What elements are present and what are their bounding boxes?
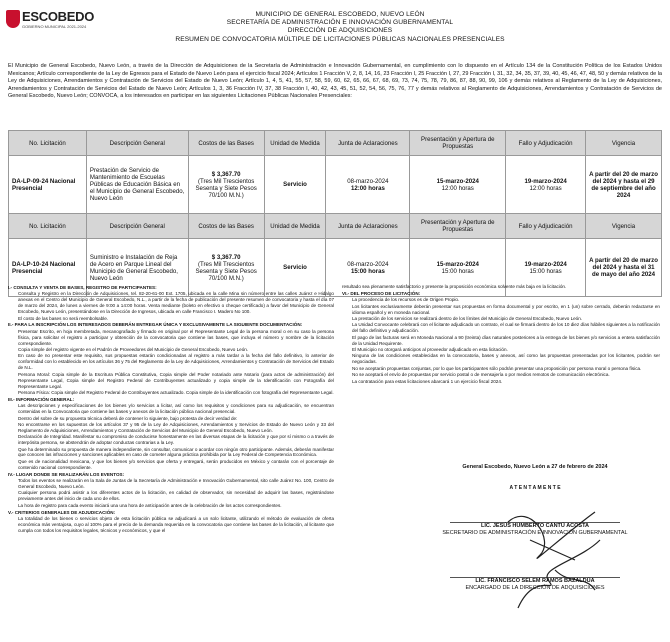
cell-unit: Servicio (283, 264, 307, 271)
table-row (9, 156, 662, 214)
header (150, 11, 530, 44)
cell-junta_date: 08-marzo-2024 (347, 260, 389, 268)
table-cell (326, 156, 410, 214)
cell-desc: Suministro e Instalación de Reja de Acero en Parque Lineal del Municipio de General Escobedo, Nuevo León (89, 253, 178, 282)
paragraph: No se aceptará el envío de propuestas por servicio postal o de mensajería o por medios remotos de comunicación electrónica. (352, 372, 610, 378)
directorate-title: DIRECCIÓN DE ADQUISICIONES (287, 27, 393, 35)
section-heading: VI.- DEL PROCESO DE LICITACIÓN: (342, 290, 421, 296)
cell-fallo_time: 15:00 horas (529, 267, 562, 275)
paragraph: Dentro del sobre de su propuesta técnica deberá de contener lo siguiente, bajo protesta de decir verdad de: (18, 415, 238, 421)
left-column (8, 284, 334, 534)
paragraph: Consulta y Registro en la Dirección de Adquisiciones, tel. 82-20-61-00 Ext. 1705, ubicada en la calle Mina sin número entre las calles Juárez e Hidalgo anexas en el Centro del Municipio de General Escobedo, N.L., a partir de la fecha de publicación del presente resumen de convocatoria y hasta el día 07 de marzo del 2024, de lunes a viernes de 9:00 a 14:00 horas. Venta mediante (boleto en efectivo o cheque certificado) a favor del Municipio de General Escobedo, Nuevo León, presentándose en la Dirección de Ingresos, ubicada en calle Francisco I. Madero No 100. (18, 291, 334, 315)
paragraph: No se aceptarán propuestas conjuntas, por lo que los participantes sólo podrán presentar una proposición por persona moral o persona física. (352, 365, 642, 371)
handwritten-signature (500, 500, 610, 615)
tenders-table (8, 130, 662, 297)
paragraph: La Unidad Convocante celebrará con el licitante adjudicado un contrato, el cual se firmará dentro de los 10 diez días hábiles siguientes a la notificación del fallo definitivo y adjudicación. (352, 322, 660, 334)
secretariat-title: SECRETARÍA DE ADMINISTRACIÓN E INNOVACIÓN GUBERNAMENTAL (226, 19, 454, 27)
table-cell (586, 156, 662, 214)
paragraph: En caso de no presentar este requisito, sus propuestas estarán condicionadas al registro a más tardar a la fecha del fallo definitivo, lo anterior de conformidad con lo establecido en los artículos 36 y 75 del Reglamento de la Ley de Adquisiciones, Arrendamientos y Contratación de Servicios del Estado de N.L. (18, 353, 334, 371)
paragraph: Que ha determinado su propuesta de manera independiente, sin consultar, comunicar o acordar con ningún otro participante. Además, deberán manifestar que conocen las infracciones y sanciones aplicables en caso de cometer alguna práctica prohibida por la Ley Federal de Competencia Económica. (18, 446, 334, 458)
cell-junta_time: 12:00 horas (350, 184, 385, 192)
paragraph: La totalidad de los bienes o servicios objeto de esta licitación pública se adjudicará a un solo licitante, utilizando el método de evaluación de oferta económica más ventajosa, cuyo al 100% para el precio de la demanda requerida en la convocatoria que contiene las bases de la licitación, al licitante que cumpla con todos los requisitos legales, técnicos y económicos, y que el (18, 516, 334, 533)
notice-title: RESUMEN DE CONVOCATORIA MÚLTIPLE DE LICITACIONES PÚBLICAS NACIONALES PRESENCIALES (175, 35, 505, 43)
table-header: Junta de Aclaraciones (326, 214, 410, 239)
escobedo-logo (6, 8, 96, 48)
paragraph: Persona Física: Copia simple del Registro Federal de Contribuyentes actualizado. Copia simple de la identificación con fotografía del Representante Legal. (18, 389, 334, 395)
table-cell (506, 156, 586, 214)
table-cell (264, 156, 326, 214)
paragraph: Que es de nacionalidad mexicana, y que los bienes y/o servicios que oferta y entregará, serán producidos en México y contarán con el porcentaje de contenido nacional correspondiente. (18, 458, 334, 470)
cell-apertura_date: 15-marzo-2024 (436, 177, 479, 185)
atentamente: A T E N T A M E N T E (509, 485, 561, 491)
cell-fallo_time: 12:00 horas (529, 184, 562, 192)
cell-unit: Servicio (283, 181, 307, 188)
signer-1-name: LIC. JESÚS HUMBERTO CANTÚ ACOSTA (480, 523, 590, 529)
cell-desc: Prestación de Servicio de Mantenimiento de Escuelas Públicas de Educación Básica en el Municipio de General Escobedo, Nuevo León (89, 167, 185, 202)
table-cell (188, 156, 264, 214)
section-heading: I.- CONSULTA Y VENTA DE BASES, REGISTRO DE PARTICIPANTES: (8, 285, 157, 290)
paragraph: Todos los eventos se realizarán en la Sala de Juntas de la Secretaría de Administración e Innovación Gubernamental, sito calle Juárez No. 100, Centro de General Escobedo, Nuevo León. (18, 478, 334, 489)
paragraph: El costo de las bases no será reembolsable. (18, 315, 109, 321)
table-header: Fallo y Adjudicación (506, 214, 586, 239)
cell-junta_time: 15:00 horas (350, 267, 385, 275)
table-header: No. Licitación (9, 131, 87, 156)
cell-cost_words: (Tres Mil Trescientos Sesenta y Siete Pesos 70/100 M.N.) (195, 260, 257, 282)
paragraph: Copia simple del registro vigente en el Padrón de Proveedores del Municipio de General Escobedo, Nuevo León. (18, 347, 249, 353)
logo-name: ESCOBEDO (22, 9, 95, 24)
table-cell (410, 156, 506, 214)
logo-subtitle: GOBIERNO MUNICIPAL 2021-2024 (22, 24, 87, 29)
signer-2-title: ENCARGADO DE LA DIRECCIÓN DE ADQUISICIONES (465, 585, 605, 591)
cell-junta_date: 08-marzo-2024 (347, 177, 389, 185)
paragraph: El pago de las facturas será en Moneda Nacional a 90 (treinta) días naturales posteriores a la entrega de los bienes y/o servicios a entera satisfacción de la Unidad Requirente. (352, 334, 660, 346)
section-heading: V.- CRITERIOS GENERALES DE ADJUDICACIÓN: (8, 509, 116, 515)
table-header: Unidad de Medida (264, 131, 326, 156)
table-header: Presentación y Apertura de Propuestas (410, 131, 506, 156)
paragraph: La prestación de los servicios se realizará dentro de los límites del Municipio de General Escobedo, Nuevo León. (352, 316, 583, 322)
cell-fallo_date: 19-marzo-2024 (524, 260, 567, 268)
paragraph: La hora de registro para cada evento iniciará una una hora de anticipación antes de la celebración de los actos correspondientes. (18, 502, 282, 508)
section-heading: IV.- LUGAR DONDE SE REALIZARÁN LOS EVENTOS: (8, 471, 125, 477)
table-header: Vigencia (586, 131, 662, 156)
table-header: Presentación y Apertura de Propuestas (410, 214, 506, 239)
place-date: General Escobedo, Nuevo León a 27 de febrero de 2024 (462, 464, 608, 470)
table-header: Descripción General (86, 131, 188, 156)
cell-vigencia: A partir del 20 de marzo del 2024 y hasta el 29 de septiembre del año 2024 (589, 170, 658, 199)
cell-cost: $ 3,367.70 (211, 170, 241, 178)
right-column (342, 284, 660, 385)
paragraph: La contratación para estas licitaciones abarcará 1 un ejercicio fiscal 2024. (352, 378, 503, 384)
paragraph: Cualquier persona podrá asistir a los diferentes actos de la licitación, en calidad de observador, sin necesidad de adquirir las bases, registrándose previamente antes del inicio de cada uno de ellos. (18, 490, 334, 502)
right-intro: resultado sea plenamente satisfactorio y presente la proposición económica solvente más baja en la licitación. (342, 284, 567, 289)
paragraph: Declaración de Integridad. Manifestar su compromiso de conducirse honestamente en las diversas etapas de la licitación y que por sí mismo o a través de interpósita persona, se abstendrán de adoptar conductas contrarias a la Ley. (18, 434, 334, 446)
paragraph: Presentar Escrito, en hoja membretada, mecanografiado y firmado en original por el Representante Legal de la persona moral o en su caso la persona física, para solicitar el registro a participar y obtención de la convocatoria que contiene las bases, que incluya el número y nombre de la licitación correspondiente. (18, 328, 334, 346)
section-heading: III.- INFORMACIÓN GENERAL: (8, 396, 75, 402)
cell-lic: DA-LP-09-24 Nacional Presencial (12, 177, 76, 192)
paragraph: Las descripciones y especificaciones de los bienes y/o servicios a licitar, así como los requisitos y condiciones para su adjudicación, se encuentran contenidas en la Convocatoria que contiene las bases y anexos de la licitación pública nacional presencial. (18, 403, 334, 415)
cell-cost: $ 3,367.70 (211, 253, 241, 261)
table-header: Descripción General (86, 214, 188, 239)
paragraph: No encontrarse en los supuestos de los artículos 37 y 95 de la Ley de Adquisiciones, Arrendamientos y Servicios de Estado de Nuevo León y 33 del Reglamento de Adquisiciones, Arrendamientos y Contratación de Servicios del Municipio de General Escobedo, Nuevo León. (18, 421, 334, 433)
section-heading: II.- PARA LA INSCRIPCIÓN LOS INTERESADOS DEBERÁN ENTREGAR ÚNICA Y EXCLUSIVAMENTE LA SIGUIENTE DOCUMENTACIÓN: (8, 322, 303, 328)
table-header: Junta de Aclaraciones (326, 131, 410, 156)
paragraph: La procedencia de los recursos es de Origen Propio. (352, 297, 460, 303)
cell-lic: DA-LP-10-24 Nacional Presencial (12, 260, 76, 275)
signer-1-title: SECRETARIO DE ADMINISTRACIÓN E INNOVACIÓN GUBERNAMENTAL (442, 530, 628, 536)
signer-2-name: LIC. FRANCISCO SELEM RAMOS BAZALDÚA (475, 578, 595, 584)
table-cell (9, 156, 87, 214)
cell-vigencia: A partir del 20 de marzo del 2024 y hasta el 31 de mayo del año 2024 (589, 257, 658, 278)
table-header: Unidad de Medida (264, 214, 326, 239)
paragraph: El Municipio no otorgará anticipos al proveedor adjudicado en esta licitación. (352, 347, 508, 353)
paragraph: Los licitantes exclusivamente deberán presentar sus propuestas en forma documental y por escrito, en 1 (un) sobre cerrado, deberán redactarse en idioma español y en moneda nacional. (352, 303, 660, 315)
cell-apertura_time: 15:00 horas (441, 267, 474, 275)
cell-fallo_date: 19-marzo-2024 (524, 177, 567, 185)
shield-icon (6, 10, 20, 28)
table-header: No. Licitación (9, 214, 87, 239)
paragraph: Ninguna de las condiciones establecidas en la convocatoria, bases y anexos, así como las propuestas presentadas por los licitantes, podrán ser negociadas. (352, 353, 660, 365)
cell-apertura_time: 12:00 horas (441, 184, 474, 192)
cell-apertura_date: 15-marzo-2024 (436, 260, 479, 268)
table-header: Fallo y Adjudicación (506, 131, 586, 156)
table-header: Costos de las Bases (188, 214, 264, 239)
table-cell (86, 156, 188, 214)
cell-cost_words: (Tres Mil Trescientos Sesenta y Siete Pesos 70/100 M.N.) (195, 177, 257, 199)
table-header: Vigencia (586, 214, 662, 239)
table-header: Costos de las Bases (188, 131, 264, 156)
intro-paragraph: El Municipio de General Escobedo, Nuevo León, a través de la Dirección de Adquisiciones de la Secretaría de Administración e Innovación Gubernamental, en cumplimiento con lo dispuesto en el Artículo 134 de la Constitución Política de los Estados Unidos Mexicanos; Artículo correspondiente de la Ley de Egresos para el Estado de Nuevo León para el ejercicio fiscal 2024; Artículos 1 Fracción V, 2, 8, 14, 16, 23 Fracción I, 25 Fracción I, 27, 29 Fracción I, 31, 32, 34, 35, 37, 39, 40, 45, 46, 47, 48, 50 y demás relativos de la Ley de Adquisiciones, Arrendamientos y Contratación de Servicios del Estado de Nuevo León; Artículo 1, 4, 5, 41, 55, 57, 58, 59, 60, 62, 65, 66, 67, 68, 69, 73, 74, 75, 78, 79, 86, 87, 88, 90, 99, 106 y demás relativos al Reglamento de la Ley de Adquisiciones, Arrendamientos y Contratación de Servicios del Estado de Nuevo León; Artículos 1, 3, 36 Fracción IV, 37, 38 Fracción I, 40, 42, 43, 45, 51, 52, 54, 56, 75, 76, 77 y demás relativos al Reglamento de Adquisiciones, Arrendamientos y Contratación de Servicios de General Escobedo, Nuevo León; CONVOCA, a los interesados en participar en las siguientes Licitaciones Públicas Nacionales Presenciales: (8, 63, 662, 99)
paragraph: Persona Moral: Copia simple de la Escritura Pública Constitutiva, Copia simple del Poder notariado ante Notario (para actos de administración) del Representante Legal, Copia simple del Registro Federal de Contribuyentes actualizado y copia simple de la Identificación con Fotografía del Representante Legal. (18, 371, 334, 389)
municipality-title: MUNICIPIO DE GENERAL ESCOBEDO, NUEVO LEÓN (255, 11, 425, 18)
